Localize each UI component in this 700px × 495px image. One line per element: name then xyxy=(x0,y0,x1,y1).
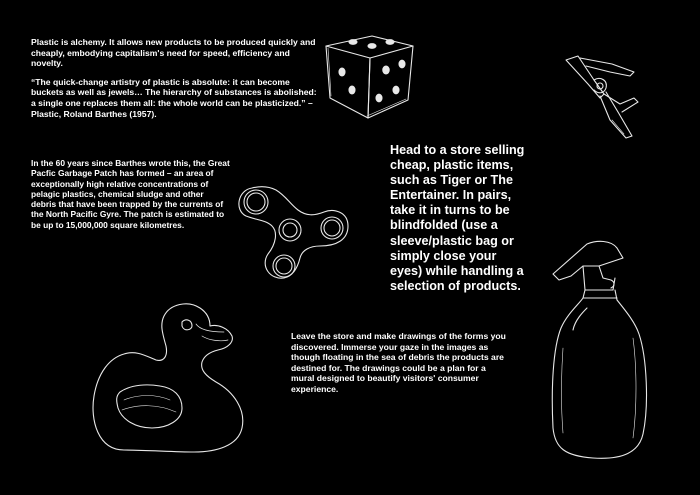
intro-paragraph-1: Plastic is alchemy. It allows new products to be produced quickly and cheaply, embodying capitalism's need for speed, efficiency and novelty. xyxy=(31,37,316,69)
garbage-patch-paragraph: In the 60 years since Barthes wrote this, the Great Pacfic Garbage Patch has formed – an area of exceptionally high relative concentrations of pelagic plastics, chemical sludge and other debris that have been trapped by the currents of the North Pacific Gyre. The patch is estimated to be up to 15,000,000 square kilometres. xyxy=(31,158,230,230)
fidget-spinner-icon xyxy=(232,180,357,290)
garbage-patch-text xyxy=(31,158,231,230)
barthes-quote: “The quick-change artistry of plastic is absolute: it can become buckets as well as jewels… The hierarchy of substances is abolished: a single one replaces them all: the whole world can be plasticized.” – Plastic, Roland Barthes (1957). xyxy=(31,76,317,119)
dice-icon xyxy=(320,28,420,123)
drawing-paragraph: Leave the store and make drawings of the forms you discovered. Immerse your gaze in the images as though floating in the sea of debris the products are destined for. The drawings could be a plan for a mural designed to beautify visitors' consumer experience. xyxy=(291,331,506,394)
clothes-peg-icon xyxy=(560,50,650,145)
spray-bottle-icon xyxy=(543,238,653,463)
intro-text xyxy=(31,37,321,119)
task-instructions xyxy=(390,143,530,294)
rubber-duck-icon xyxy=(84,300,254,460)
drawing-instructions xyxy=(291,331,506,394)
task-paragraph: Head to a store selling cheap, plastic items, such as Tiger or The Entertainer. In pairs, take it in turns to be blindfolded (use a sleeve/plastic bag or simply close your eyes) while handling a selection of products. xyxy=(390,143,525,293)
